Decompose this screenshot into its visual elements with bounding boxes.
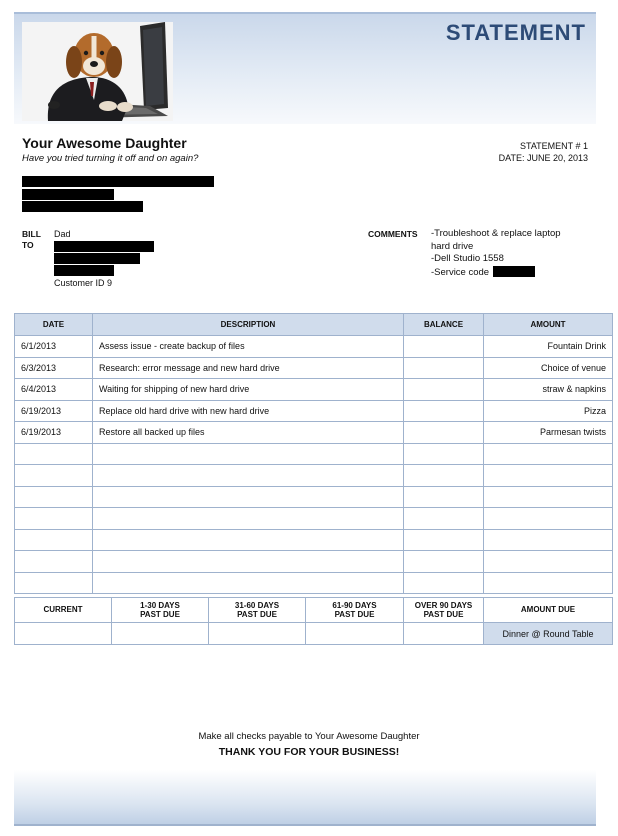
cell-date xyxy=(15,508,93,530)
cell-description xyxy=(93,465,404,487)
aging-value-row xyxy=(15,623,613,645)
cell-date xyxy=(15,572,93,594)
cell-balance xyxy=(404,486,484,508)
redacted-address-line-1 xyxy=(22,176,214,187)
column-header-date: DATE xyxy=(15,314,93,336)
footer-band xyxy=(14,770,596,826)
redacted-address-line-2 xyxy=(22,189,114,200)
footer-rule xyxy=(14,824,596,826)
comment-line: hard drive xyxy=(431,240,474,252)
column-header-balance: BALANCE xyxy=(404,314,484,336)
redacted-bill-line-2 xyxy=(54,253,140,264)
cell-description: Assess issue - create backup of files xyxy=(93,336,404,358)
aging-header-31-60: 31-60 DAYS PAST DUE xyxy=(209,598,306,623)
statement-date: DATE: JUNE 20, 2013 xyxy=(498,153,588,163)
cell-amount: Fountain Drink xyxy=(484,336,613,358)
cell-date: 6/1/2013 xyxy=(15,336,93,358)
cell-amount: Choice of venue xyxy=(484,357,613,379)
cell-description: Replace old hard drive with new hard drive xyxy=(93,400,404,422)
table-row xyxy=(15,508,613,530)
checks-payable-note: Make all checks payable to Your Awesome Daughter xyxy=(198,731,420,742)
cell-amount: straw & napkins xyxy=(484,379,613,401)
cell-amount xyxy=(484,465,613,487)
cell-description xyxy=(93,551,404,573)
aging-value-1-30 xyxy=(112,623,209,645)
cell-balance xyxy=(404,422,484,444)
table-row xyxy=(15,529,613,551)
cell-date: 6/19/2013 xyxy=(15,400,93,422)
company-name: Your Awesome Daughter xyxy=(22,135,187,151)
table-row xyxy=(15,379,613,401)
cell-balance xyxy=(404,572,484,594)
cell-balance xyxy=(404,357,484,379)
aging-table xyxy=(14,597,613,645)
statement-title: STATEMENT xyxy=(445,20,586,45)
table-header-row xyxy=(15,314,613,336)
aging-header-current: CURRENT xyxy=(15,598,112,623)
bill-to-label xyxy=(22,229,41,251)
amount-due-value: Dinner @ Round Table xyxy=(484,623,613,645)
cell-date xyxy=(15,529,93,551)
table-row xyxy=(15,486,613,508)
cell-amount xyxy=(484,443,613,465)
comment-line: -Dell Studio 1558 xyxy=(431,253,504,264)
cell-date: 6/4/2013 xyxy=(15,379,93,401)
redacted-bill-line-3 xyxy=(54,265,114,276)
table-row xyxy=(15,422,613,444)
redacted-service-code xyxy=(493,266,535,277)
cell-description: Waiting for shipping of new hard drive xyxy=(93,379,404,401)
aging-value-over-90 xyxy=(404,623,484,645)
aging-value-61-90 xyxy=(306,623,404,645)
column-header-description: DESCRIPTION xyxy=(93,314,404,336)
redacted-address-line-3 xyxy=(22,201,143,212)
table-row xyxy=(15,572,613,594)
cell-description xyxy=(93,572,404,594)
cell-amount xyxy=(484,508,613,530)
aging-value-31-60 xyxy=(209,623,306,645)
cell-amount: Parmesan twists xyxy=(484,422,613,444)
header-rule xyxy=(14,12,596,14)
cell-amount xyxy=(484,529,613,551)
thank-you-note: THANK YOU FOR YOUR BUSINESS! xyxy=(218,746,400,758)
comments-block xyxy=(431,228,591,279)
cell-description: Restore all backed up files xyxy=(93,422,404,444)
cell-balance xyxy=(404,508,484,530)
cell-description xyxy=(93,529,404,551)
cell-description xyxy=(93,486,404,508)
cell-description: Research: error message and new hard drive xyxy=(93,357,404,379)
company-slogan: Have you tried turning it off and on again? xyxy=(22,153,199,164)
statement-number: STATEMENT # 1 xyxy=(519,141,588,151)
comment-line: -Troubleshoot & replace laptop xyxy=(431,228,561,239)
cell-date xyxy=(15,443,93,465)
table-row xyxy=(15,551,613,573)
cell-date: 6/19/2013 xyxy=(15,422,93,444)
cell-balance xyxy=(404,443,484,465)
cell-amount xyxy=(484,486,613,508)
cell-balance xyxy=(404,465,484,487)
bill-label-line2: TO xyxy=(22,240,34,250)
bill-label-line1: BILL xyxy=(22,229,41,239)
cell-amount xyxy=(484,572,613,594)
table-row xyxy=(15,336,613,358)
column-header-amount: AMOUNT xyxy=(484,314,613,336)
cell-description xyxy=(93,508,404,530)
table-row xyxy=(15,465,613,487)
cell-date: 6/3/2013 xyxy=(15,357,93,379)
aging-value-current xyxy=(15,623,112,645)
cell-amount: Pizza xyxy=(484,400,613,422)
cell-date xyxy=(15,486,93,508)
cell-balance xyxy=(404,400,484,422)
cell-amount xyxy=(484,551,613,573)
cell-date xyxy=(15,551,93,573)
table-row xyxy=(15,357,613,379)
bill-to-name: Dad xyxy=(54,229,71,239)
comments-label: COMMENTS xyxy=(368,229,418,239)
aging-header-1-30: 1-30 DAYS PAST DUE xyxy=(112,598,209,623)
cell-balance xyxy=(404,379,484,401)
statement-table xyxy=(14,313,613,594)
redacted-bill-line-1 xyxy=(54,241,154,252)
comment-line: -Service code xyxy=(431,266,591,280)
cell-date xyxy=(15,465,93,487)
table-row xyxy=(15,443,613,465)
cell-description xyxy=(93,443,404,465)
table-row xyxy=(15,400,613,422)
aging-header-over-90: OVER 90 DAYS PAST DUE xyxy=(404,598,484,623)
cell-balance xyxy=(404,529,484,551)
dog-laptop-photo xyxy=(22,22,173,121)
aging-header-row xyxy=(15,598,613,623)
customer-id: Customer ID 9 xyxy=(54,278,113,288)
cell-balance xyxy=(404,551,484,573)
cell-balance xyxy=(404,336,484,358)
aging-header-amount-due: AMOUNT DUE xyxy=(484,598,613,623)
aging-header-61-90: 61-90 DAYS PAST DUE xyxy=(306,598,404,623)
